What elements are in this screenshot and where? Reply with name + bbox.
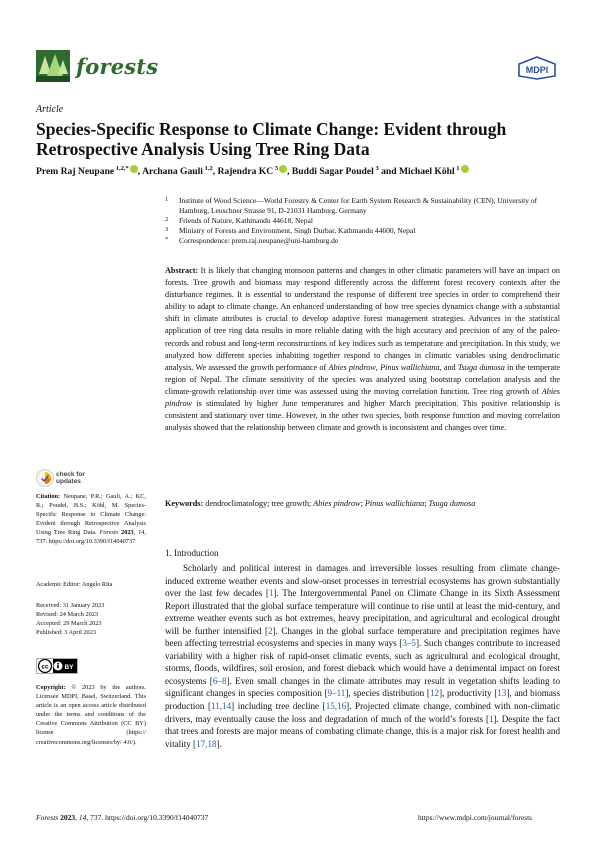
text-segment: ,	[375, 362, 381, 372]
reference-link[interactable]: 1	[488, 713, 494, 724]
abstract-text	[165, 266, 560, 432]
text-segment: , and	[439, 362, 458, 372]
orcid-icon[interactable]	[279, 165, 287, 173]
footer-doi[interactable]: , 737. https://doi.org/10.3390/f14040737	[86, 813, 209, 822]
academic-editor: Academic Editor: Angelo Rita	[36, 581, 113, 588]
text-segment: ;	[360, 499, 365, 508]
author-name[interactable]: Rajendra KC	[217, 166, 274, 178]
text-segment: ], species distribution [	[345, 688, 430, 699]
affiliation-item	[165, 216, 565, 226]
text-segment: ]. The Intergovernmental Panel on Climate Change in its Sixth Assessment Report illustrated that the global surface temperature will continue to rise until at least the mid-century, and extreme weather events such as hot extremes, heavy precipitation, and agricultural and ecological drought will be further intensified [	[165, 588, 560, 636]
cc-badge-text: cc	[41, 663, 49, 671]
article-type: Article	[36, 104, 64, 115]
author-affiliation-marks: 1,2	[202, 165, 213, 172]
by-badge-text: BY	[64, 664, 74, 671]
footer-journal-url[interactable]: https://www.mdpi.com/journal/forests	[418, 813, 533, 822]
affiliation-mark: 3	[165, 226, 169, 233]
check-for-updates-button[interactable]	[36, 469, 96, 489]
species-name: Abies pindrow	[313, 499, 361, 508]
keywords-text	[203, 499, 475, 508]
affiliation-item	[165, 226, 565, 236]
reference-link[interactable]: 11,14	[211, 701, 232, 712]
affiliation-text: Institute of Wood Science—World Forestry & Center for Earth System Research & Sustainability (CEN), University of Hamburg, Leuschner Strasse 91, D-21031 Hamburg, Germany	[179, 196, 538, 215]
author-name[interactable]: Prem Raj Neupane	[36, 166, 115, 178]
footer-volume: 14	[78, 813, 87, 822]
reference-link[interactable]: 2	[267, 625, 273, 636]
footer-year: 2023	[60, 813, 76, 822]
author-name[interactable]: Buddi Sagar Poudel	[291, 166, 374, 178]
copyright-text: © 2023 by the authors. Licensee MDPI, Basel, Switzerland. This article is an open access article distributed under the terms and conditions of the Creative Commons Attribution (CC BY) license (https:// creativecommons.org/licenses/by/ 4.0/).	[36, 684, 146, 746]
text-segment: ]. Projected climate change, combined with non-climatic drivers, may eventually cause the loss and degradation of much of the world’s forests [	[165, 701, 560, 724]
citation-year: 2023	[121, 529, 134, 537]
body-text	[165, 562, 560, 750]
publisher-logo-text: MDPI	[525, 65, 549, 75]
article-title: Species-Specific Response to Climate Change: Evident through Retrospective Analysis Using Tree Ring Data	[36, 119, 507, 159]
footer-journal: Forests	[36, 813, 59, 822]
date-accepted: Accepted: 29 March 2023	[36, 620, 102, 628]
citation-doi[interactable]: , 737. https://doi.org/10.3390/f14040737	[36, 529, 146, 546]
affiliation-item	[165, 236, 565, 246]
text-segment: Scholarly and political interest in damages and irreversible losses resulting from climate change-induced extreme weather events and slow-onset processes in terrestrial ecosystems has grown substantially over the last few decades [	[165, 563, 560, 599]
affiliation-text: Friends of Nature, Kathmandu 44618, Nepal	[179, 216, 313, 225]
text-segment: in the temperate region of Nepal. The climate sensitivity of the species was analyzed using bootstrap correlation analysis and the climate-growth relationship over time was assessed using the moving correlation function. Tree ring growth of	[165, 362, 561, 396]
citation-text: Neupane, P.R.; Gauli, A.; KC, R.; Poudel, B.S.; Köhl, M. Species-Specific Response to Climate Change: Evident through Retrospective Analysis Using Tree Ring Data.	[36, 493, 146, 537]
affiliation-text: Ministry of Forests and Environment, Singh Durbar, Kathmandu 44600, Nepal	[179, 226, 416, 235]
text-segment: is stimulated by higher June temperatures and higher March precipitation. This positive relationship is consistent and stationary over time. However, in the other two species, both response function and moving correlation analysis showed that the relationship between climate and growth is inconsistent and changes over time.	[165, 399, 560, 433]
check-updates-icon	[36, 469, 54, 487]
keywords-label: Keywords:	[165, 499, 204, 508]
author-affiliation-marks: 3	[273, 165, 279, 172]
reference-link[interactable]: 13	[497, 688, 507, 699]
publisher-logo	[517, 56, 557, 80]
reference-link[interactable]: 15,16	[325, 701, 347, 712]
species-name: Tsuga dumosa	[457, 362, 505, 372]
date-received: Received: 31 January 2023	[36, 602, 105, 609]
author-affiliation-marks: 1,2,*	[114, 165, 129, 172]
journal-logo-icon	[36, 50, 70, 82]
author-affiliation-marks: 1	[454, 165, 460, 172]
author-affiliation-marks: 3	[373, 165, 379, 172]
citation-volume: 14	[138, 529, 145, 537]
copyright-label: Copyright:	[36, 684, 66, 691]
text-segment: ]. Even small changes in the climate attributes may result in vegetation shifts leading to significant changes in species composition [	[165, 675, 560, 699]
orcid-icon[interactable]	[130, 165, 138, 173]
text-segment: ]. Such changes contribute to increased variability with a higher risk of rapid-onset climatic events, such as agricultural and ecological drought, storms, floods, wildfires, soil erosion, and forest dieback which would have a detrimental impact on forest ecosystems [	[165, 638, 560, 686]
affiliations	[165, 196, 565, 246]
reference-link[interactable]: 12	[429, 688, 440, 699]
citation-block: Citation: Neupane, P.R.; Gauli, A.; KC, R.; Poudel, B.S.; Köhl, M. Species-Specific Response to Climate Change: Evident through Retrospective Analysis Using Tree Ring Data. Forests 2023, 14, 737. https://doi.org/10.3390/f14040737	[36, 493, 146, 546]
publication-dates	[36, 601, 146, 637]
affiliation-mark: *	[165, 236, 169, 243]
affiliation-mark: 1	[165, 196, 169, 203]
reference-link[interactable]: 3–5	[402, 638, 416, 649]
date-revised: Revised: 24 March 2023	[36, 611, 99, 619]
text-segment: ], and biomass production [	[165, 688, 560, 712]
cc-by-license-icon[interactable]	[36, 658, 78, 674]
affiliation-text: Correspondence: prem.raj.neupane@uni-hamburg.de	[179, 236, 339, 245]
species-name: Pinus wallichiana	[364, 499, 425, 508]
journal-name: forests	[76, 54, 159, 79]
reference-link[interactable]: 9–11	[327, 688, 346, 699]
species-name: Pinus wallichiana	[380, 362, 440, 372]
section-heading: 1. Introduction	[165, 548, 219, 558]
abstract-label: Abstract:	[165, 266, 199, 275]
affiliation-mark: 2	[165, 216, 169, 223]
citation-journal: Forests	[99, 529, 119, 537]
author-name[interactable]: Michael Köhl	[398, 166, 455, 178]
text-segment: ], productivity [	[439, 688, 498, 699]
affiliation-item	[165, 196, 565, 216]
author-list: Prem Raj Neupane $^{1,2,*}$ , Archana Gauli $^{1,2}$, Rajendra KC $^3$ , Buddi Sagar Poudel $^3$ and Michael Köhl $^1$	[36, 165, 576, 177]
check-updates-line2: updates	[56, 478, 81, 485]
text-segment: ].	[216, 738, 222, 749]
reference-link[interactable]: 6–8	[212, 675, 227, 686]
author-name[interactable]: Archana Gauli	[142, 166, 203, 178]
reference-link[interactable]: 17,18	[196, 738, 217, 749]
text-segment: dendroclimatology; tree growth;	[203, 499, 314, 508]
footer-citation: Forests 2023, 14, 737. https://doi.org/10.3390/f14040737	[36, 813, 209, 822]
text-segment: ;	[424, 499, 429, 508]
reference-link[interactable]: 1	[268, 588, 274, 599]
intro-paragraph	[165, 562, 560, 750]
species-name: Tsuga dumosa	[428, 499, 476, 508]
copyright-block	[36, 683, 146, 747]
date-published: Published: 3 April 2023	[36, 629, 96, 637]
text-segment: It is likely that changing monsoon patterns and changes in other climatic parameters will have an impact on forests. Tree growth and biomass may respond differently across the different forest recovery contexts after the disturbance regimes. It is essential to understand the response of different tree species in order to comprehend their ability to adapt to climate change. An enhanced understanding of how tree species dynamics change with a substantial shift in climate attributes is crucial to develop adaptive forest management strategies. Advances in the statistical application of tree ring data results in more reliable dating with the high accuracy and precision of any of the paleo-records and robust and long-term reconstructions of key indices such as temperature and precipitation. In this study, we analyzed how different species inhabiting together respond to changes in climatic variables using dendroclimatic analysis. We assessed the growth performance of	[165, 266, 560, 372]
orcid-icon[interactable]	[461, 165, 469, 173]
citation-label: Citation:	[36, 493, 61, 500]
text-segment: ] including tree decline [	[231, 701, 326, 712]
text-segment: ]. Despite the fact that trees and forests are major means of combating climate change, this is a major risk for forest health and vitality [	[165, 713, 561, 749]
species-name: Abies pindrow	[328, 362, 376, 372]
keywords	[165, 498, 560, 510]
species-name: Abies pindrow	[165, 386, 560, 409]
abstract	[165, 265, 560, 434]
text-segment: ]. Changes in the global surface temperature and precipitation regimes have been affecting terrestrial ecosystems and species in many ways [	[165, 625, 560, 649]
check-updates-line1: check for	[56, 471, 85, 478]
